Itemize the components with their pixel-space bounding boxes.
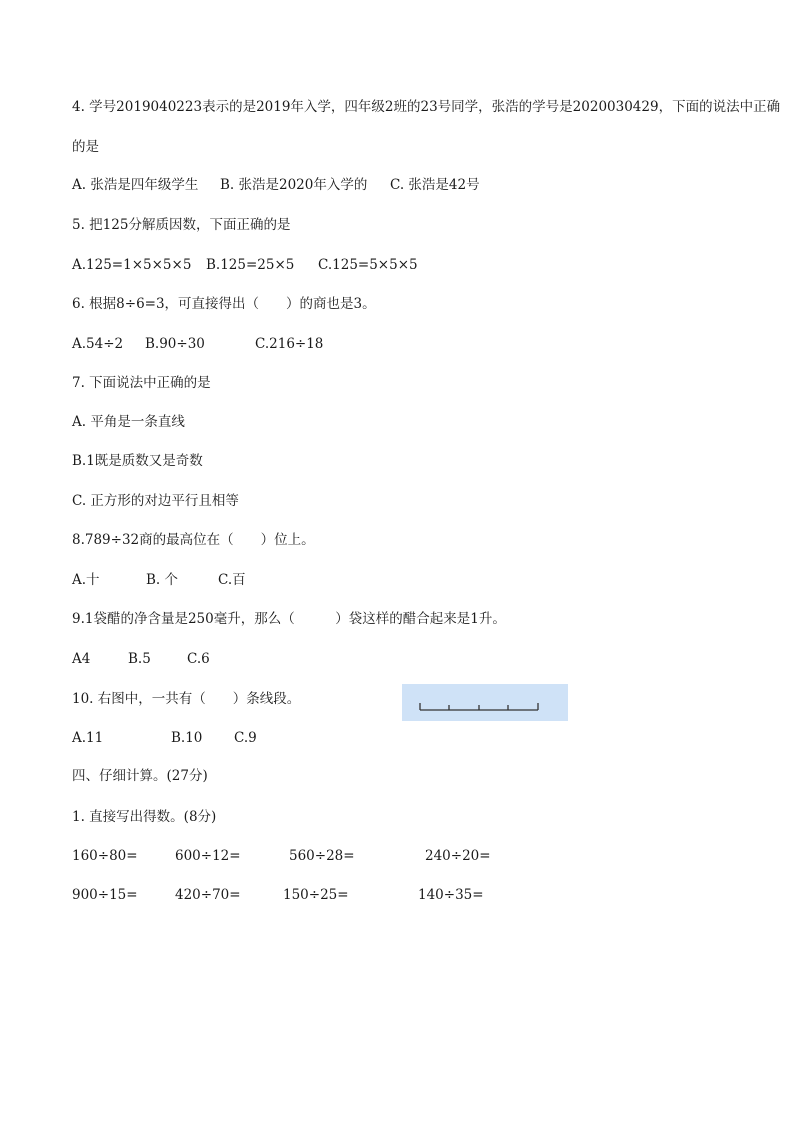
q8-stem: 8.789÷32商的最高位在（ ）位上。 [72, 532, 315, 548]
segment-diagram [402, 684, 568, 721]
q8-options [72, 571, 246, 589]
q10-stem: 10. 右图中，一共有（ ）条线段。 [72, 691, 301, 707]
q9-stem: 9.1袋醋的净含量是250毫升，那么（ ）袋这样的醋合起来是1升。 [72, 611, 506, 627]
q6-options [72, 335, 323, 353]
calc-item: 160÷80= [72, 848, 138, 864]
calc-item: 900÷15= [72, 887, 138, 903]
q9-option-b: B.5 [128, 651, 151, 667]
q8-option-a: A.十 [72, 572, 100, 588]
q5-options [72, 256, 418, 274]
q4-stem-line2: 的是 [72, 139, 99, 155]
q10-option-b: B.10 [171, 730, 203, 746]
section4-title: 四、仔细计算。(27分) [72, 768, 208, 784]
q10-option-c: C.9 [234, 730, 257, 746]
q9-options [72, 650, 210, 668]
calc-item: 150÷25= [283, 887, 349, 903]
q4-option-a: A. 张浩是四年级学生 [72, 177, 199, 193]
q8-option-b: B. 个 [146, 572, 179, 588]
q9-option-c: C.6 [187, 651, 210, 667]
section4-part1-title: 1. 直接写出得数。(8分) [72, 809, 217, 825]
q9-option-a: A4 [72, 651, 91, 667]
q6-option-a: A.54÷2 [72, 336, 124, 352]
q5-stem: 5. 把125分解质因数，下面正确的是 [72, 217, 291, 233]
q5-option-a: A.125=1×5×5×5 [72, 257, 192, 273]
calc-item: 560÷28= [289, 848, 355, 864]
q7-option-c: C. 正方形的对边平行且相等 [72, 493, 239, 509]
q4-stem-line1: 4. 学号2019040223表示的是2019年入学，四年级2班的23号同学，张浩的学号是2020030429，下面的说法中正确 [72, 99, 781, 115]
q6-stem: 6. 根据8÷6=3，可直接得出（ ）的商也是3。 [72, 296, 376, 312]
calc-item: 600÷12= [175, 848, 241, 864]
q10-option-a: A.11 [72, 730, 104, 746]
q4-option-c: C. 张浩是42号 [390, 177, 480, 193]
q8-option-c: C.百 [218, 572, 246, 588]
q7-option-a: A. 平角是一条直线 [72, 414, 185, 430]
q5-option-b: B.125=25×5 [206, 257, 295, 273]
q6-option-b: B.90÷30 [145, 336, 205, 352]
q10-options [72, 729, 257, 747]
q4-option-b: B. 张浩是2020年入学的 [220, 177, 368, 193]
line-segment-figure [402, 684, 568, 721]
q4-options [72, 176, 480, 194]
q6-option-c: C.216÷18 [255, 336, 324, 352]
q7-stem: 7. 下面说法中正确的是 [72, 375, 211, 391]
q5-option-c: C.125=5×5×5 [318, 257, 418, 273]
calc-item: 240÷20= [425, 848, 491, 864]
q7-option-b: B.1既是质数又是奇数 [72, 453, 203, 469]
calc-item: 140÷35= [418, 887, 484, 903]
calc-item: 420÷70= [175, 887, 241, 903]
